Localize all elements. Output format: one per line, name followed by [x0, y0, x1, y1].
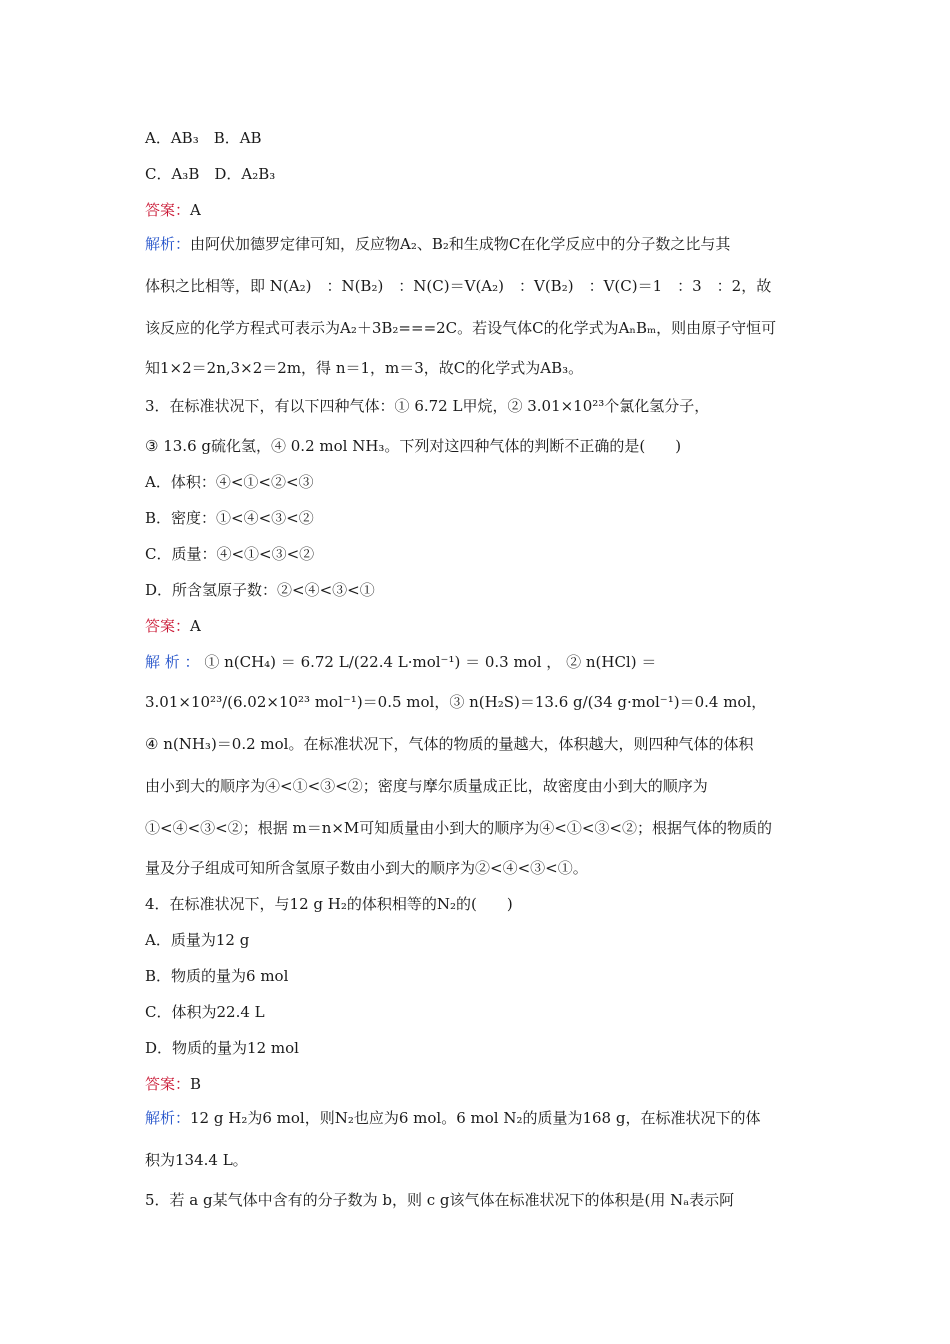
- q3-option-a: A．体积：④<①<②<③: [145, 473, 314, 491]
- q3-option-b: B．密度：①<④<③<②: [145, 509, 314, 527]
- q2-explanation-line-1: 解析：由阿伏加德罗定律可知，反应物A₂、B₂和生成物C在化学反应中的分子数之比与其: [145, 235, 731, 253]
- q2-explanation-line-3: 该反应的化学方程式可表示为A₂＋3B₂===2C。若设气体C的化学式为AₙBₘ，则由原子守恒可: [145, 319, 777, 337]
- q2-option-a-b: A．AB₃ B．AB: [145, 129, 262, 147]
- q4-explanation-line-1: 解析：12 g H₂为6 mol，则N₂也应为6 mol。6 mol N₂的质量为168 g，在标准状况下的体: [145, 1109, 761, 1127]
- q4-answer: [145, 1074, 807, 1094]
- q3-stem-line-2: ③ 13.6 g硫化氢，④ 0.2 mol NH₃。下列对这四种气体的判断不正确的是( ): [145, 437, 682, 455]
- answer-label: 答案：: [145, 1075, 191, 1093]
- q3-explanation-line-5: ①<④<③<②；根据 m＝n×M可知质量由小到大的顺序为④<①<③<②；根据气体的物质的: [145, 819, 772, 837]
- q5-stem-line-1: 5．若 a g某气体中含有的分子数为 b，则 c g该气体在标准状况下的体积是(用 Nₐ表示阿: [145, 1191, 735, 1209]
- q3-explanation-line-1: 解 析 ： ① n(CH₄) ＝ 6.72 L/(22.4 L·mol⁻¹) ＝ 0.3 mol ， ② n(HCl) ＝: [145, 653, 657, 671]
- answer-label: 答案：: [145, 201, 191, 219]
- q3-answer: [145, 616, 807, 636]
- q3-explanation-line-3: ④ n(NH₃)＝0.2 mol。在标准状况下，气体的物质的量越大，体积越大，则四种气体的体积: [145, 735, 754, 753]
- q4-explanation-line-2: 积为134.4 L。: [145, 1151, 248, 1169]
- answer-value: A: [190, 617, 201, 635]
- q2-answer: [145, 200, 807, 220]
- q4-option-c: C．体积为22.4 L: [145, 1003, 265, 1021]
- q3-explanation-line-6: 量及分子组成可知所含氢原子数由小到大的顺序为②<④<③<①。: [145, 859, 588, 877]
- answer-value: A: [190, 201, 201, 219]
- q4-option-b: B．物质的量为6 mol: [145, 967, 289, 985]
- q2-option-c-d: C．A₃B D．A₂B₃: [145, 165, 276, 183]
- q4-option-a: A．质量为12 g: [145, 931, 250, 949]
- q3-option-c: C．质量：④<①<③<②: [145, 545, 315, 563]
- q4-option-d: D．物质的量为12 mol: [145, 1039, 299, 1057]
- q3-option-d: D．所含氢原子数：②<④<③<①: [145, 581, 375, 599]
- q4-stem: 4．在标准状况下，与12 g H₂的体积相等的N₂的( ): [145, 895, 513, 913]
- explanation-label: 解析：: [145, 1109, 191, 1127]
- q3-explanation-line-4: 由小到大的顺序为④<①<③<②；密度与摩尔质量成正比，故密度由小到大的顺序为: [145, 777, 708, 795]
- q3-stem-line-1: 3．在标准状况下，有以下四种气体：① 6.72 L甲烷，② 3.01×10²³个氯化氢分子，: [145, 397, 710, 415]
- q2-explanation-line-2: 体积之比相等，即 N(A₂) ：N(B₂) ：N(C)＝V(A₂) ：V(B₂) ：V(C)＝1 ：3 ：2，故: [145, 277, 772, 295]
- q2-explanation-line-4: 知1×2＝2n,3×2＝2m，得 n＝1，m＝3，故C的化学式为AB₃。: [145, 359, 584, 377]
- explanation-label: 解析：: [145, 235, 191, 253]
- explanation-label: 解 析 ：: [145, 653, 200, 671]
- answer-label: 答案：: [145, 617, 191, 635]
- answer-value: B: [190, 1075, 202, 1093]
- q3-explanation-line-2: 3.01×10²³/(6.02×10²³ mol⁻¹)＝0.5 mol，③ n(H₂S)＝13.6 g/(34 g·mol⁻¹)＝0.4 mol，: [145, 693, 767, 711]
